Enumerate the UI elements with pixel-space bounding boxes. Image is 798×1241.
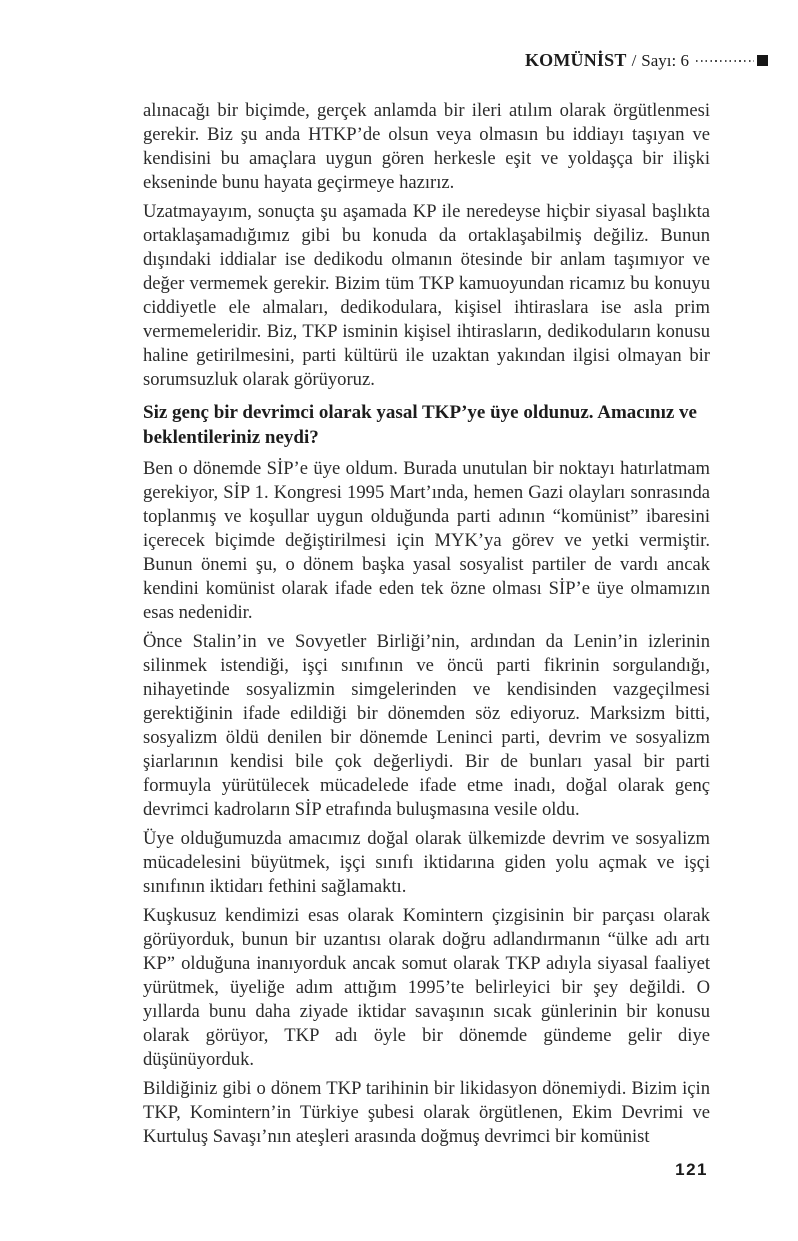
running-header (525, 50, 768, 71)
journal-title: KOMÜNİST (524, 50, 627, 70)
interview-question-heading: Siz genç bir devrimci olarak yasal TKP’ye üye oldunuz. Amacınız ve beklentileriniz neydi? (143, 402, 697, 448)
dotted-leader (696, 60, 754, 62)
issue-number: Sayı: 6 (641, 50, 689, 70)
paragraph: Uzatmayayım, sonuçta şu aşamada KP ile neredeyse hiçbir siyasal başlıkta ortaklaşamadığımız gibi bu konuda da ortaklaşabilmiş değiliz. Bunun dışındaki iddialar ise dedikodu olmanın ötesinde bir anlam taşımıyor ve değer vermemek gerekir. Bizim tüm TKP kamuoyundan ricamız bu konuyu ciddiyetle ele almaları, dedikodulara, kişisel ihtiraslara ise asla prim vermemeleridir. Biz, TKP isminin kişisel ihtirasların, dedikoduların konusu haline getirilmesini, parti kültürü ile uzaktan yakından ilgisi olmayan bir sorumsuzluk olarak görüyoruz. (143, 201, 710, 390)
paragraph: Önce Stalin’in ve Sovyetler Birliği’nin, ardından da Lenin’in izlerinin silinmek istendiği, işçi sınıfının ve öncü parti fikrinin sorgulandığı, nihayetinde sosyalizmin simgelerinden ve kendisinden vazgeçilmesi gerektiğinin ifade edildiği bir dönemden söz ediyoruz. Marksizm bitti, sosyalizm öldü denilen bir dönemde Leninci parti, devrim ve sosyalizm şiarlarının kendisi bile çok değerliydi. Bir de bunları yasal bir parti formuyla yürütülecek mücadelede ifade etme inadı, doğal olarak genç devrimci kadroların SİP etrafında buluşmasına vesile oldu. (143, 631, 710, 820)
paragraph: Ben o dönemde SİP’e üye oldum. Burada unutulan bir noktayı hatırlatmam gerekiyor, SİP 1. Kongresi 1995 Mart’ında, hemen Gazi olayları sonrasında toplanmış ve koşullar uygun olduğunda parti adının “komünist” ibaresini içerecek biçimde değiştirilmesi için MYK’ya görev ve yetki vermiştir. Bunun önemi şu, o dönem başka yasal sosyalist partiler de vardı ancak kendini komünist olarak ifade eden tek özne olması SİP’e üye olmamızın esas nedenidir. (143, 458, 710, 623)
square-marker-icon (757, 55, 768, 66)
paragraph: Üye olduğumuzda amacımız doğal olarak ülkemizde devrim ve sosyalizm mücadelesini büyütmek, işçi sınıfı iktidarına giden yolu açmak ve işçi sınıfının iktidarı fethini sağlamaktı. (143, 828, 710, 897)
header-separator: / (631, 50, 637, 70)
paragraph-continuation: alınacağı bir biçimde, gerçek anlamda bir ileri atılım olarak örgütlenmesi gerekir. Biz şu anda HTKP’de olsun veya olmasın bu iddiayı taşıyan ve kendisini bu amaçlara uygun gören herkesle eşit ve yoldaşça bir ilişki ekseninde bunu hayata geçirmeye hazırız. (143, 100, 710, 193)
article-column (143, 99, 710, 1154)
page-number: 121 (675, 1160, 708, 1179)
paragraph: Bildiğiniz gibi o dönem TKP tarihinin bir likidasyon dönemiydi. Bizim için TKP, Komintern’in Türkiye şubesi olarak örgütlenen, Ekim Devrimi ve Kurtuluş Savaşı’nın ateşleri arasında doğmuş devrimci bir komünist (143, 1078, 710, 1147)
paragraph: Kuşkusuz kendimizi esas olarak Komintern çizgisinin bir parçası olarak görüyorduk, bunun bir uzantısı olarak doğru adlandırmanın “ülke adı artı KP” olduğuna inanıyorduk ancak somut olarak TKP adıyla siyasal faaliyet yürütmek, üyeliğe adım attığım 1995’te belirleyici bir şey değildi. O yıllarda bunu daha ziyade iktidar savaşının sıcak günlerinin bir konusu olarak görüyor, TKP adı öyle bir dönemde gündeme gelir diye düşünüyorduk. (143, 905, 710, 1070)
